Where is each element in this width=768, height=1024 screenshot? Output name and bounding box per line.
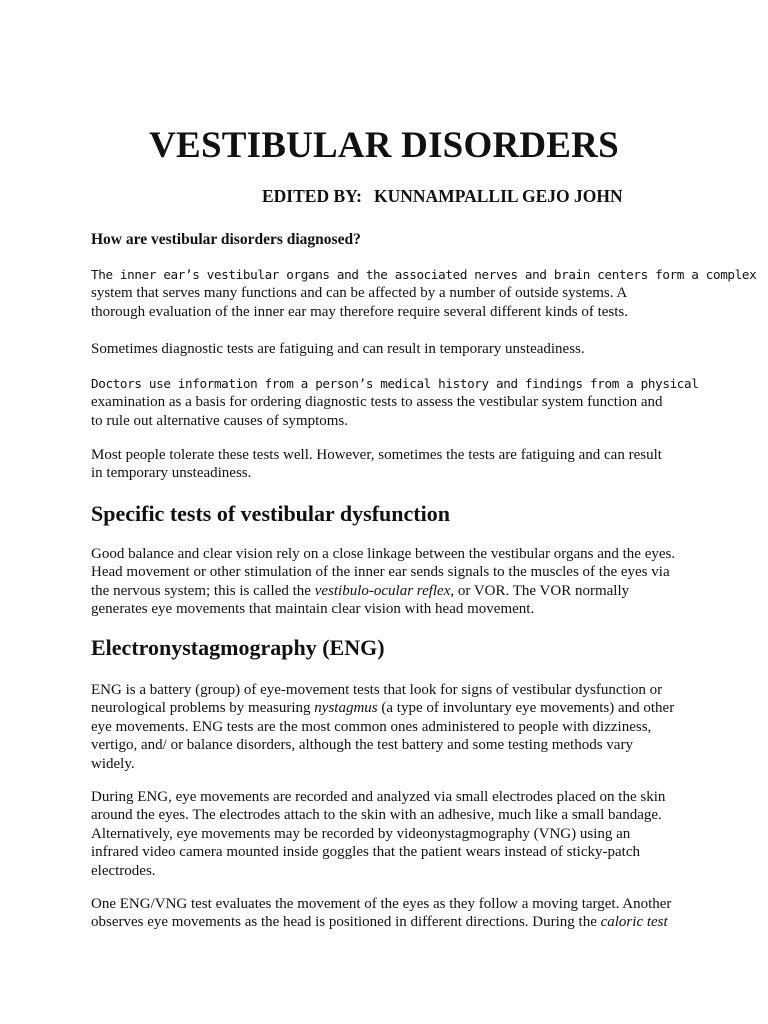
text-line: Sometimes diagnostic tests are fatiguing and can result in temporary unsteadiness.	[91, 341, 585, 357]
section-heading-eng: Electronystagmography (ENG)	[91, 635, 385, 660]
paragraph-during-eng	[91, 788, 691, 880]
text-fragment: observes eye movements as the head is positioned in different directions. During the	[91, 914, 601, 931]
question-heading: How are vestibular disorders diagnosed?	[91, 231, 361, 248]
paragraph-inner-ear	[91, 266, 757, 321]
section-heading-specific-tests: Specific tests of vestibular dysfunction	[91, 501, 450, 526]
text-line: ENG is a battery (group) of eye-movement tests that look for signs of vestibular dysfunction or	[91, 682, 663, 698]
text-line: Alternatively, eye movements may be recorded by videonystagmography (VNG) using an	[91, 825, 631, 842]
paragraph-doctors	[91, 375, 699, 430]
emphasis-caloric-test: caloric test	[600, 914, 668, 931]
paragraph-tolerate	[91, 446, 691, 483]
editor-name: KUNNAMPALLIL GEJO JOHN	[374, 186, 623, 206]
text-line	[91, 699, 691, 717]
text-line	[91, 913, 691, 931]
text-line: During ENG, eye movements are recorded and analyzed via small electrodes placed on the skin	[91, 789, 666, 805]
document-title: VESTIBULAR DISORDERS	[149, 125, 619, 166]
text-fragment: , or VOR. The VOR normally	[450, 582, 630, 599]
emphasis-vor: vestibulo-ocular reflex	[314, 582, 451, 599]
editor-line	[262, 186, 623, 207]
text-line: generates eye movements that maintain clear vision with head movement.	[91, 601, 535, 618]
text-line: eye movements. ENG tests are the most common ones administered to people with dizziness,	[91, 718, 652, 735]
text-line: One ENG/VNG test evaluates the movement of the eyes as they follow a moving target. Another	[91, 896, 672, 912]
text-fragment: (a type of involuntary eye movements) and other	[377, 700, 675, 717]
text-line: Head movement or other stimulation of the inner ear sends signals to the muscles of the eyes via	[91, 564, 670, 581]
paragraph-eng-vng-test	[91, 895, 691, 932]
text-line: widely.	[91, 755, 135, 772]
text-line: around the eyes. The electrodes attach to the skin with an adhesive, much like a small bandage.	[91, 807, 662, 824]
paragraph-eng-battery	[91, 681, 691, 773]
paragraph-fatiguing	[91, 340, 691, 358]
text-line: infrared video camera mounted inside goggles that the patient wears instead of sticky-patch	[91, 844, 640, 861]
text-line: Good balance and clear vision rely on a close linkage between the vestibular organs and the eyes.	[91, 546, 676, 562]
text-line: The inner ear’s vestibular organs and the associated nerves and brain centers form a complex	[91, 267, 757, 282]
text-line: examination as a basis for ordering diagnostic tests to assess the vestibular system function and	[91, 394, 663, 411]
text-line: in temporary unsteadiness.	[91, 465, 252, 482]
text-line: vertigo, and/ or balance disorders, although the test battery and some testing methods vary	[91, 737, 633, 754]
emphasis-nystagmus: nystagmus	[314, 700, 378, 717]
text-line: Doctors use information from a person’s medical history and findings from a physical	[91, 376, 699, 391]
text-fragment: the nervous system; this is called the	[91, 582, 315, 599]
text-fragment: neurological problems by measuring	[91, 700, 315, 717]
text-line	[91, 582, 691, 600]
text-line: to rule out alternative causes of symptoms.	[91, 412, 349, 429]
text-line: electrodes.	[91, 862, 156, 879]
editor-label: EDITED BY:	[262, 186, 363, 206]
paragraph-balance-vision	[91, 545, 691, 619]
text-line: system that serves many functions and can be affected by a number of outside systems. A	[91, 285, 628, 302]
text-line: Most people tolerate these tests well. However, sometimes the tests are fatiguing and can result	[91, 447, 662, 463]
text-line: thorough evaluation of the inner ear may therefore require several different kinds of tests.	[91, 303, 629, 320]
